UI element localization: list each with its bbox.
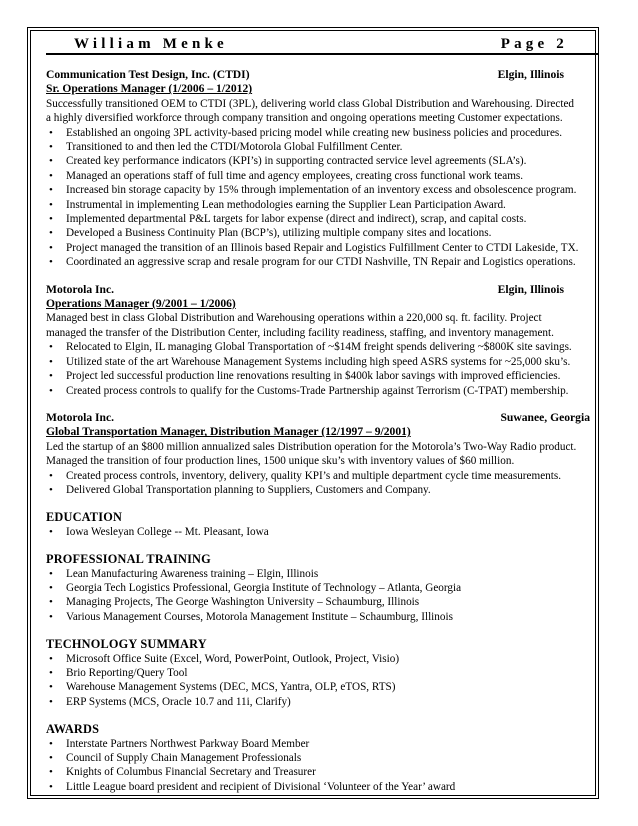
job-entry xyxy=(46,68,594,270)
list-item: • Lean Manufacturing Awareness training – Elgin, Illinois xyxy=(46,567,594,581)
job-summary-line: Managed best in class Global Distribution and Warehousing operations within a 220,000 sq. ft. facility. Project xyxy=(46,312,542,325)
job-summary-line: Successfully transitioned OEM to CTDI (3PL), delivering world class Global Distribution and Warehousing. Directed xyxy=(46,97,575,110)
list-item: • Georgia Tech Logistics Professional, Georgia Institute of Technology – Atlanta, Georgia xyxy=(46,581,594,595)
list-item: • Little League board president and recipient of Divisional ‘Volunteer of the Year’ award xyxy=(46,780,594,794)
list-item: • Various Management Courses, Motorola Management Institute – Schaumburg, Illinois xyxy=(46,610,594,624)
bullet-item: • Increased bin storage capacity by 15% through implementation of an inventory excess and obsolescence program. xyxy=(46,183,594,197)
section-list xyxy=(46,567,594,625)
company-name: Communication Test Design, Inc. (CTDI) xyxy=(46,68,250,81)
job-bullets xyxy=(46,469,594,498)
list-item: • Brio Reporting/Query Tool xyxy=(46,666,594,680)
job-bullets xyxy=(46,126,594,270)
page-header xyxy=(46,36,598,54)
list-item: • Knights of Columbus Financial Secretary and Treasurer xyxy=(46,765,594,779)
section-awards xyxy=(46,722,594,794)
section-education xyxy=(46,510,594,539)
section-heading: EDUCATION xyxy=(46,510,123,525)
section-professional-training xyxy=(46,552,594,624)
company-name: Motorola Inc. xyxy=(46,410,115,424)
company-name: Motorola Inc. xyxy=(46,282,115,296)
bullet-item: • Relocated to Elgin, IL managing Global Transportation of ~$14M freight spends delivering ~$800K site savings. xyxy=(46,340,594,354)
list-item: • Interstate Partners Northwest Parkway Board Member xyxy=(46,737,594,751)
candidate-name: William Menke xyxy=(74,36,228,52)
job-heading xyxy=(46,283,594,297)
job-entry xyxy=(46,411,594,497)
list-item: • Iowa Wesleyan College -- Mt. Pleasant, Iowa xyxy=(46,525,594,539)
job-bullets xyxy=(46,340,594,398)
section-list xyxy=(46,737,594,795)
bullet-item: • Developed a Business Continuity Plan (BCP’s), utilizing multiple company sites and locations. xyxy=(46,226,594,240)
job-heading xyxy=(46,411,594,425)
list-item: • Microsoft Office Suite (Excel, Word, PowerPoint, Outlook, Project, Visio) xyxy=(46,652,594,666)
bullet-item: • Project managed the transition of an Illinois based Repair and Logistics Fulfillment Center to CTDI Lakeside, TX. xyxy=(46,241,594,255)
bullet-item: • Established an ongoing 3PL activity-based pricing model while creating new business policies and procedures. xyxy=(46,126,594,140)
section-list xyxy=(46,525,594,539)
bullet-item: • Created process controls, inventory, delivery, quality KPI’s and multiple department cycle time measurements. xyxy=(46,469,594,483)
resume-body xyxy=(46,68,594,794)
bullet-item: • Created process controls to qualify for the Customs-Trade Partnership against Terrorism (C-TPAT) membership. xyxy=(46,384,594,398)
job-title: Operations Manager (9/2001 – 1/2006) xyxy=(46,297,236,311)
job-heading xyxy=(46,68,594,82)
job-summary-line: a highly diversified workforce through company transition and ongoing operations meeting Customer expectations. xyxy=(46,112,563,125)
bullet-item: • Project led successful production line renovations resulting in $400k labor savings with improved efficiencies. xyxy=(46,369,594,383)
bullet-item: • Created key performance indicators (KPI’s) in supporting contracted service level agreements (SLA’s). xyxy=(46,154,594,168)
section-technology-summary xyxy=(46,637,594,709)
bullet-item: • Coordinated an aggressive scrap and resale program for our CTDI Nashville, TN Repair and Logistics operations. xyxy=(46,255,594,269)
bullet-item: • Transitioned to and then led the CTDI/Motorola Global Fulfillment Center. xyxy=(46,140,594,154)
bullet-item: • Managed an operations staff of full time and agency employees, creating cross functional work teams. xyxy=(46,169,594,183)
job-summary-line: Led the startup of an $800 million annualized sales Distribution operation for the Motorola’s Two-Way Radio product. xyxy=(46,440,577,453)
job-summary-line: Managed the transition of four production lines, 1500 unique sku’s with inventory values of $60 million. xyxy=(46,455,515,468)
section-heading: TECHNOLOGY SUMMARY xyxy=(46,637,207,652)
section-list xyxy=(46,652,594,710)
bullet-item: • Instrumental in implementing Lean methodologies earning the Supplier Lean Participation Award. xyxy=(46,198,594,212)
job-title: Global Transportation Manager, Distribution Manager (12/1997 – 9/2001) xyxy=(46,425,411,439)
section-heading: AWARDS xyxy=(46,722,100,737)
list-item: • Warehouse Management Systems (DEC, MCS, Yantra, OLP, eTOS, RTS) xyxy=(46,680,594,694)
job-location: Elgin, Illinois xyxy=(497,68,564,81)
job-location: Suwanee, Georgia xyxy=(500,410,590,424)
job-title: Sr. Operations Manager (1/2006 – 1/2012) xyxy=(46,82,253,96)
job-summary-line: managed the transfer of the Distribution Center, including facility readiness, staffing, and inventory management. xyxy=(46,326,554,339)
bullet-item: • Implemented departmental P&L targets for labor expense (direct and indirect), scrap, and capital costs. xyxy=(46,212,594,226)
bullet-item: • Delivered Global Transportation planning to Suppliers, Customers and Company. xyxy=(46,483,594,497)
page-number: Page 2 xyxy=(500,36,568,52)
list-item: • ERP Systems (MCS, Oracle 10.7 and 11i, Clarify) xyxy=(46,695,594,709)
section-heading: PROFESSIONAL TRAINING xyxy=(46,552,211,567)
bullet-item: • Utilized state of the art Warehouse Management Systems including high speed ASRS systems for ~25,000 sku’s. xyxy=(46,355,594,369)
list-item: • Managing Projects, The George Washington University – Schaumburg, Illinois xyxy=(46,595,594,609)
job-entry xyxy=(46,283,594,398)
list-item: • Council of Supply Chain Management Professionals xyxy=(46,751,594,765)
job-location: Elgin, Illinois xyxy=(497,282,564,296)
header-rule xyxy=(46,53,598,55)
